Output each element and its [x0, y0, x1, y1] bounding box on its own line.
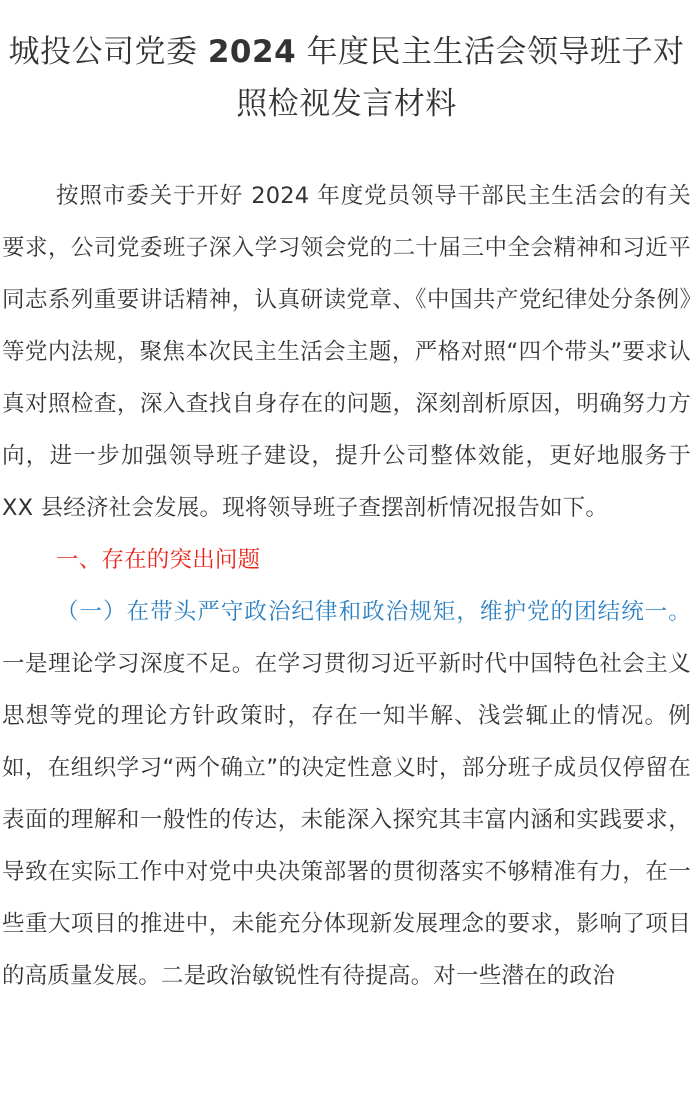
title-part1: 城投公司党委	[8, 34, 198, 70]
section-heading: 一、存在的突出问题	[56, 547, 261, 573]
subsection-text: 一是理论学习深度不足。在学习贯彻习近平新时代中国特色社会主义思想等党的理论方针政策时，存在一知半解、浅尝辄止的情况。例如，在组织学习“两个确立”的决定性意义时，部分班子成员仅停留在表面的理解和一般性的传达，未能深入探究其丰富内涵和实践要求，导致在实际工作中对党中央决策部署的贯彻落实不够精准有力，在一些重大项目的推进中，未能充分体现新发展理念的要求，影响了项目的高质量发展。二是政治敏锐性有待提高。对一些潜在的政治	[2, 651, 691, 989]
subsection-heading: （一）在带头严守政治纪律和政治规矩，维护党的团结统一。	[56, 599, 691, 625]
subsection-paragraph	[2, 586, 691, 1002]
title-year: 2024	[207, 34, 297, 70]
document-title	[0, 0, 693, 130]
intro-paragraph: 按照市委关于开好 2024 年度党员领导干部民主生活会的有关要求，公司党委班子深入学习领会党的二十届三中全会精神和习近平同志系列重要讲话精神，认真研读党章、《中国共产党纪律处分条例》等党内法规，聚焦本次民主生活会主题，严格对照“四个带头”要求认真对照检查，深入查找自身存在的问题，深刻剖析原因，明确努力方向，进一步加强领导班子建设，提升公司整体效能，更好地服务于 XX 县经济社会发展。现将领导班子查摆剖析情况报告如下。	[2, 183, 691, 521]
title-part2: 年度民主生活会领导班子对照检视发言材料	[236, 34, 685, 122]
document-body	[0, 170, 693, 1002]
